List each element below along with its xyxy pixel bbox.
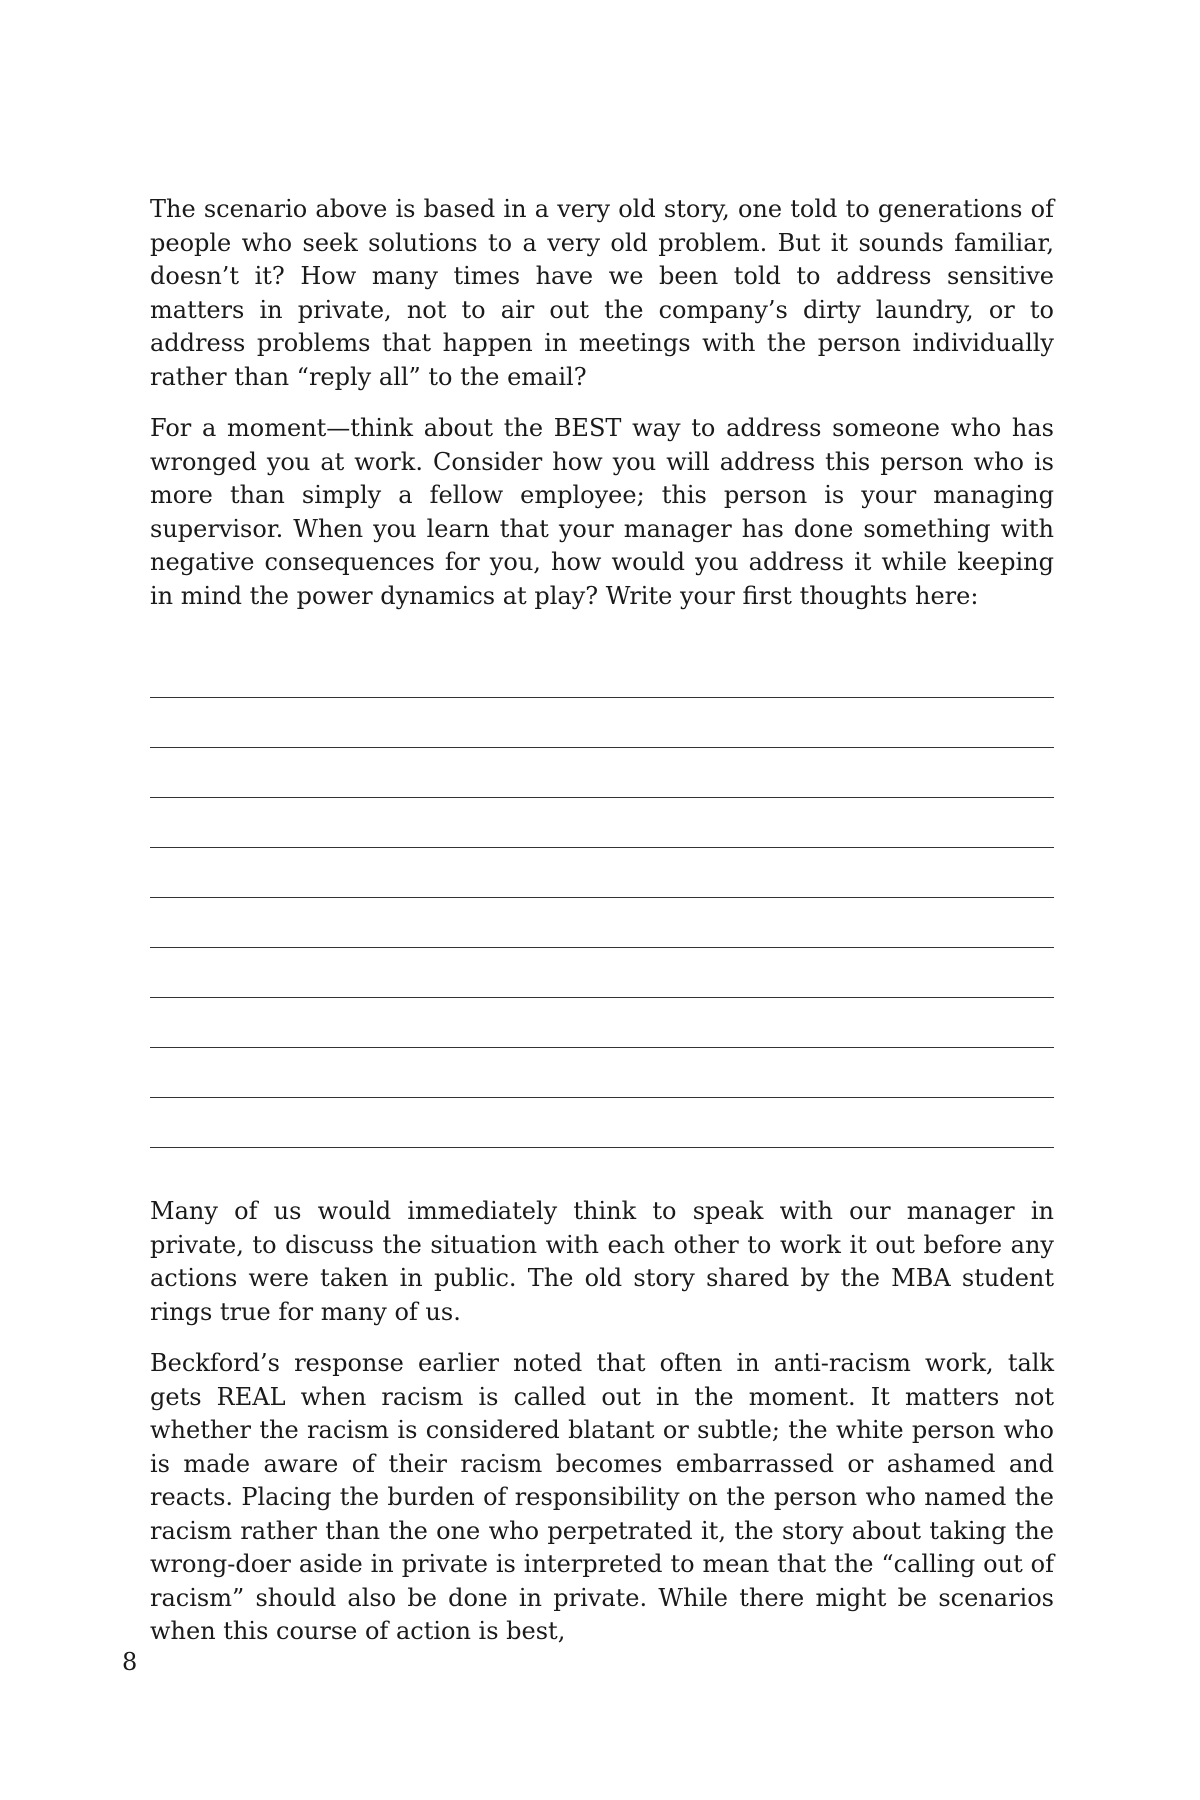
writing-line bbox=[150, 947, 1054, 948]
writing-line bbox=[150, 697, 1054, 698]
writing-line bbox=[150, 1097, 1054, 1098]
paragraph-beckford-response: Beckford’s response earlier noted that often in anti-racism work, talk gets REAL when racism is called out in the moment. It matters not whether the racism is considered blatant or subtle; the white person who is made aware of their racism becomes embarrassed or ashamed and reacts. Placing the burden of responsibility on the person who named the racism rather than the one who perpetrated it, the story about taking the wrong-doer aside in private is interpreted to mean that the “calling out of racism” should also be done in private. While there might be scenarios when this course of action is best, bbox=[150, 1349, 1054, 1645]
writing-line bbox=[150, 797, 1054, 798]
body-text-top bbox=[150, 193, 1054, 613]
page-number: 8 bbox=[122, 1648, 138, 1676]
writing-line bbox=[150, 1147, 1054, 1148]
paragraph-prompt: For a moment—think about the BEST way to address someone who has wronged you at work. Consider how you will address this person who is more than simply a fellow employee; this person is your managing supervisor. When you learn that your manager has done something with negative consequences for you, how would you address it while keeping in mind the power dynamics at play? Write your first thoughts here: bbox=[150, 414, 1054, 610]
writing-line bbox=[150, 997, 1054, 998]
writing-line bbox=[150, 897, 1054, 898]
writing-line bbox=[150, 1047, 1054, 1048]
paragraph-private-talk: Many of us would immediately think to speak with our manager in private, to discuss the situation with each other to work it out before any actions were taken in public. The old story shared by the MBA student rings true for many of us. bbox=[150, 1197, 1054, 1326]
writing-line bbox=[150, 847, 1054, 848]
body-text-bottom bbox=[150, 1195, 1054, 1649]
paragraph-scenario: The scenario above is based in a very old story, one told to generations of people who seek solutions to a very old problem. But it sounds familiar, doesn’t it? How many times have we been told to address sensitive matters in private, not to air out the company’s dirty laundry, or to address problems that happen in meetings with the person individually rather than “reply all” to the email? bbox=[150, 195, 1054, 391]
writing-line bbox=[150, 747, 1054, 748]
